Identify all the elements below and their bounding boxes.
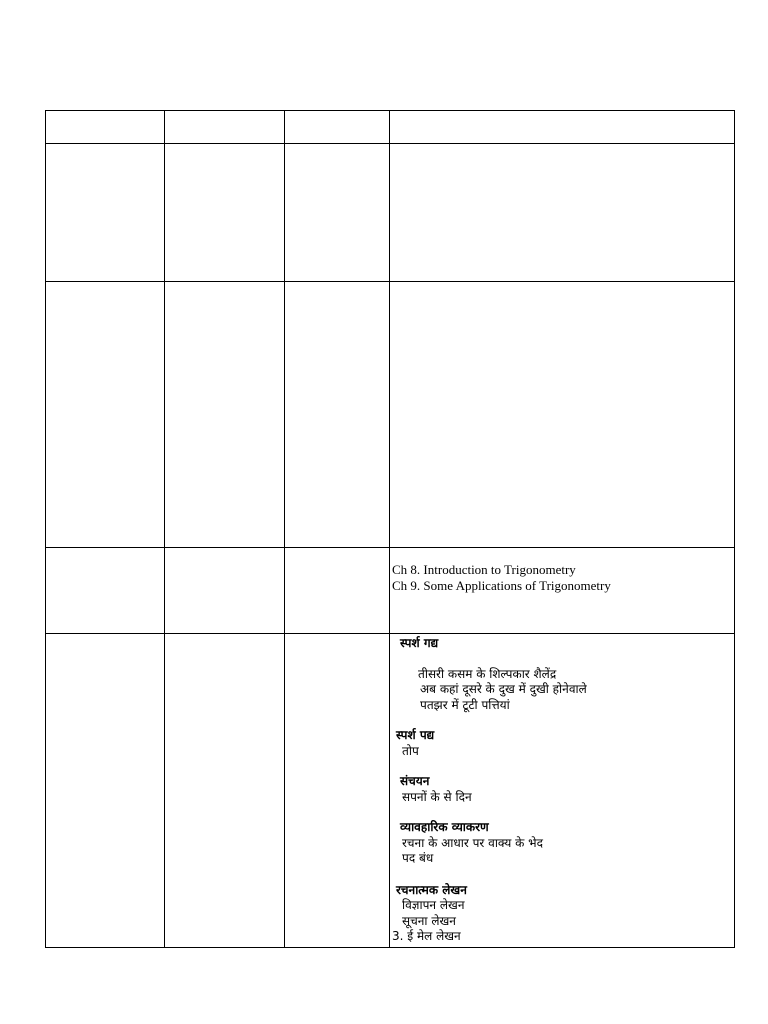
table-cell [46,634,165,948]
table-cell [46,144,165,282]
list-item: अब कहां दूसरे के दुख में दुखी होनेवाले [420,682,587,696]
table-row [46,634,735,948]
section-heading: व्यावहारिक व्याकरण [400,820,489,834]
maths-chapter-list [392,562,734,594]
maths-chapter-item: Ch 8. Introduction to Trigonometry [392,562,576,577]
list-item: सूचना लेखन [402,913,456,928]
table-cell [390,144,735,282]
section-heading: रचनात्मक लेखन [396,882,467,897]
table-row [46,548,735,634]
table-cell [46,548,165,634]
maths-chapter-item: Ch 9. Some Applications of Trigonometry [392,578,611,593]
list-item: पद बंध [402,851,434,865]
table-cell [165,634,285,948]
section-heading: स्पर्श गद्य [400,636,439,650]
table-cell [390,111,735,144]
table-cell [165,144,285,282]
list-item: विज्ञापन लेखन [402,898,465,912]
table-cell [285,548,390,634]
table-cell [285,282,390,548]
table-cell [285,144,390,282]
list-item: पतझर में टूटी पत्तियां [420,697,510,712]
table-row [46,144,735,282]
list-item: तीसरी कसम के शिल्पकार शैलेंद्र [418,666,557,681]
hindi-syllabus [390,634,734,945]
table-cell [165,282,285,548]
table-cell [165,548,285,634]
table-cell [390,282,735,548]
section-heading: स्पर्श पद्य [396,728,435,742]
list-item: 3. ई मेल लेखन [392,929,461,943]
maths-topics-cell [390,548,735,634]
table-cell [46,111,165,144]
hindi-topics-cell [390,634,735,948]
list-item: सपनों के से दिन [402,789,472,804]
section-heading: संचयन [400,774,430,788]
list-item: तोप [402,743,419,758]
table-cell [285,634,390,948]
list-item: रचना के आधार पर वाक्य के भेद [402,835,543,850]
table-cell [285,111,390,144]
table-row [46,111,735,144]
table-cell [165,111,285,144]
syllabus-table [45,110,735,948]
table-row [46,282,735,548]
table-cell [46,282,165,548]
